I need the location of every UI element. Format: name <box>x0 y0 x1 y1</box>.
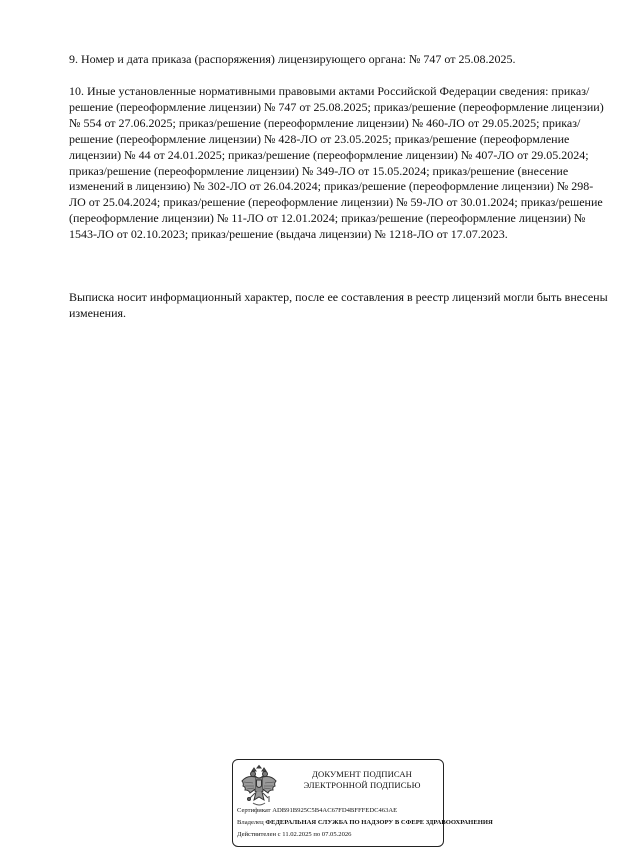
disclaimer-note: Выписка носит информационный характер, после ее составления в реестр лицензий могли быть внесены изменения. <box>69 290 608 320</box>
owner-line <box>237 819 493 827</box>
electronic-signature-stamp <box>232 759 493 847</box>
item-10-paragraph: 10. Иные установленные нормативными правовыми актами Российской Федерации сведения: приказ/решение (переоформление лицензии) № 747 от 25.08.2025; приказ/решение (переоформление лицензии) № 554 от 27.06.2025; приказ/решение (переоформление лицензии) № 460-ЛО от 29.05.2025; приказ/решение (переоформление лицензии) № 428-ЛО от 23.05.2025; приказ/решение (переоформление лицензии) № 44 от 24.01.2025; приказ/решение (переоформление лицензии) № 407-ЛО от 29.05.2024; приказ/решение (переоформление лицензии) № 349-ЛО от 15.05.2024; приказ/решение (внесение изменений в лицензию) № 302-ЛО от 26.04.2024; приказ/решение (переоформление лицензии) № 298-ЛО от 25.04.2024; приказ/решение (переоформление лицензии) № 59-ЛО от 30.01.2024; приказ/решение (переоформление лицензии) № 11-ЛО от 12.01.2024; приказ/решение (переоформление лицензии) № 1543-ЛО от 02.10.2023; приказ/решение (выдача лицензии) № 1218-ЛО от 17.07.2023. <box>69 84 604 242</box>
double-headed-eagle-emblem-icon <box>239 765 279 809</box>
stamp-title-line-1: ДОКУМЕНТ ПОДПИСАН <box>312 769 412 779</box>
stamp-title <box>285 769 439 791</box>
certificate-label: Сертификат <box>237 807 271 814</box>
validity-line: Действителен с 11.02.2025 по 07.05.2026 <box>237 831 352 838</box>
certificate-value: ADB91B925C5B4AC67FD4BFFFEDC463AE <box>272 807 398 814</box>
stamp-title-line-2: ЭЛЕКТРОННОЙ ПОДПИСЬЮ <box>303 780 421 790</box>
item-9-paragraph: 9. Номер и дата приказа (распоряжения) лицензирующего органа: № 747 от 25.08.2025. <box>69 52 516 66</box>
owner-value: ФЕДЕРАЛЬНАЯ СЛУЖБА ПО НАДЗОРУ В СФЕРЕ ЗДРАВООХРАНЕНИЯ <box>265 819 493 826</box>
owner-label: Владелец <box>237 819 264 826</box>
certificate-line <box>237 807 397 815</box>
